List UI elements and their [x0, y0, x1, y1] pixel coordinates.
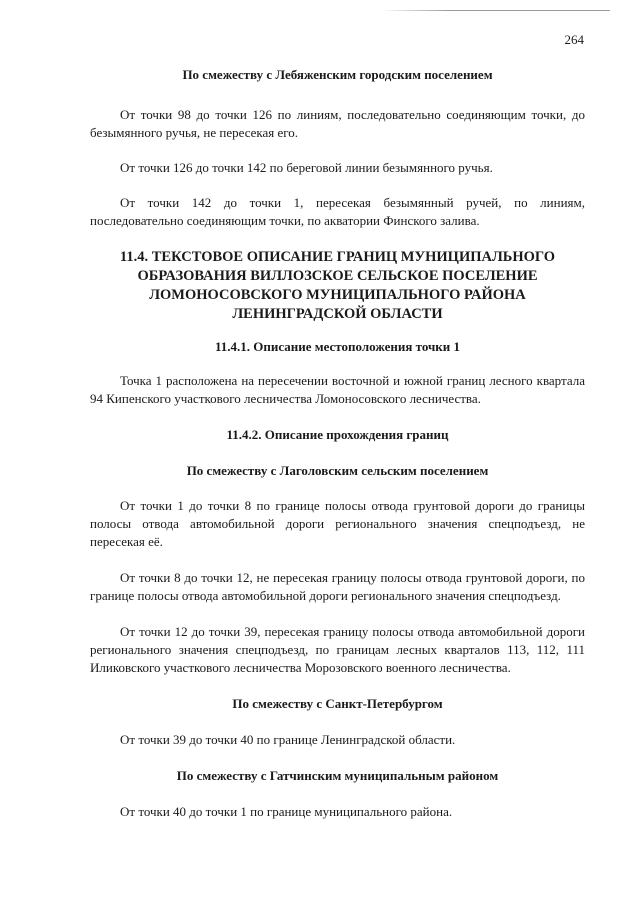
- paragraph-40-1: От точки 40 до точки 1 по границе муниципального района.: [120, 804, 453, 819]
- heading-saint-petersburg: По смежеству с Санкт-Петербургом: [232, 696, 443, 711]
- paragraph-142-1: От точки 142 до точки 1, пересекая безымянный ручей, по линиям, последовательно соединяющим точки, по акватории Финского залива.: [90, 195, 585, 228]
- heading-gatchinsky: По смежеству с Гатчинским муниципальным районом: [176, 768, 499, 783]
- heading-11-4-2: 11.4.2. Описание прохождения границ: [226, 427, 449, 442]
- heading-lebyazhenskoe: По смежеству с Лебяженским городским поселением: [182, 67, 493, 82]
- scan-artifact-line: [380, 10, 610, 11]
- page-number: 264: [564, 32, 584, 47]
- section-title-11-4: 11.4. ТЕКСТОВОЕ ОПИСАНИЕ ГРАНИЦ МУНИЦИПАЛЬНОГО ОБРАЗОВАНИЯ ВИЛЛОЗСКОЕ СЕЛЬСКОЕ ПОСЕЛЕНИЕ ЛОМОНОСОВСКОГО МУНИЦИПАЛЬНОГО РАЙОНА ЛЕНИНГРАДСКОЙ ОБЛАСТИ: [119, 249, 556, 322]
- heading-lagolovskoe: По смежеству с Лаголовским сельским поселением: [186, 463, 489, 478]
- paragraph-8-12: От точки 8 до точки 12, не пересекая границу полосы отвода грунтовой дороги, по границе полосы отвода автомобильной дороги регионального значения спецподъезд.: [90, 570, 585, 603]
- paragraph-98-126: От точки 98 до точки 126 по линиям, последовательно соединяющим точки, до безымянного ручья, не пересекая его.: [90, 107, 585, 140]
- paragraph-39-40: От точки 39 до точки 40 по границе Ленинградской области.: [120, 732, 456, 747]
- paragraph-1-8: От точки 1 до точки 8 по границе полосы отвода грунтовой дороги до границы полосы отвода автомобильной дороги регионального значения спецподъезд, не пересекая её.: [90, 498, 585, 549]
- paragraph-126-142: От точки 126 до точки 142 по береговой линии безымянного ручья.: [120, 160, 493, 175]
- heading-11-4-1: 11.4.1. Описание местоположения точки 1: [214, 339, 461, 354]
- paragraph-point-1: Точка 1 расположена на пересечении восточной и южной границ лесного квартала 94 Кипенского участкового лесничества Ломоносовского лесничества.: [90, 373, 585, 406]
- document-body: [90, 66, 585, 821]
- paragraph-12-39: От точки 12 до точки 39, пересекая границу полосы отвода автомобильной дороги регионального значения спецподъезд, по границам лесных кварталов 113, 112, 111 Иликовского участкового лесничества Морозовского военного лесничества.: [90, 624, 585, 675]
